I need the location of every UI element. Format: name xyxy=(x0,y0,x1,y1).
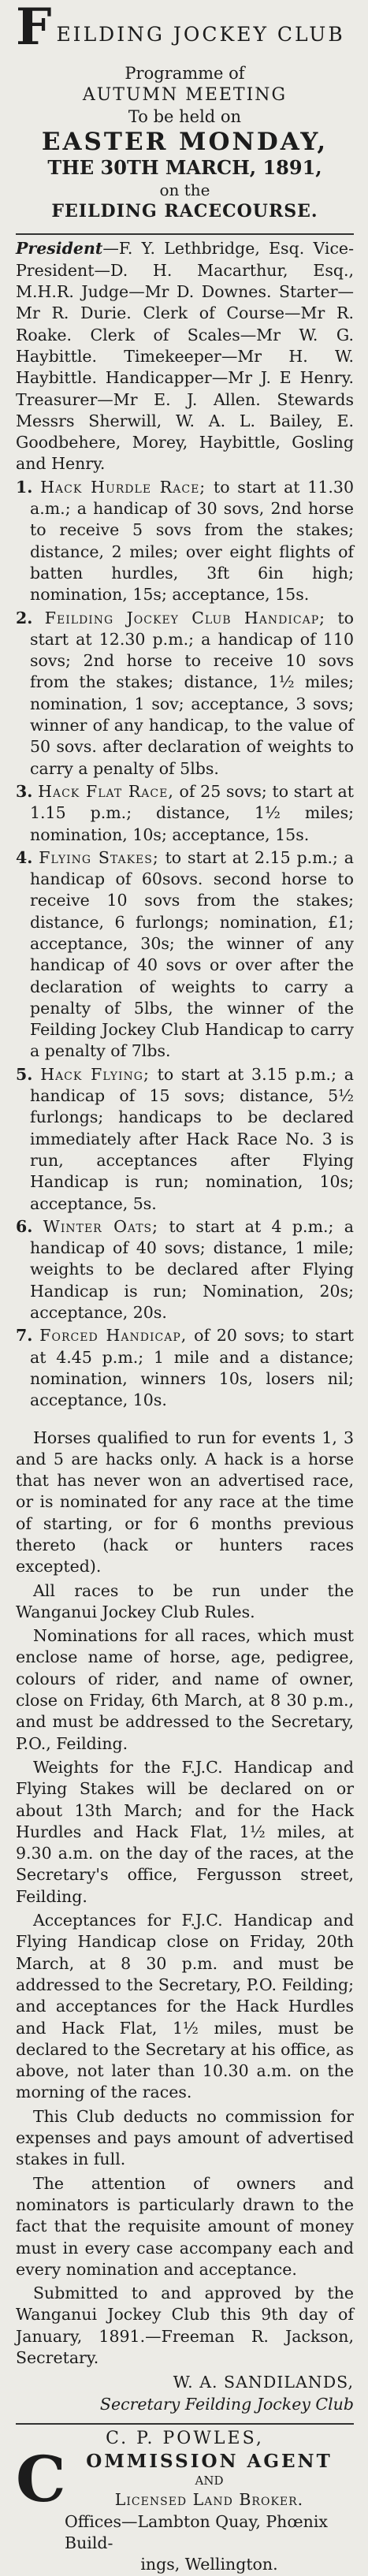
advert-line: Offices—Lambton Quay, Phœnix Build- xyxy=(65,2511,328,2553)
advert-line: AND xyxy=(195,2474,224,2489)
programme-line: Programme of xyxy=(125,64,245,83)
officials-paragraph xyxy=(16,238,354,475)
race-number: 1. xyxy=(16,477,33,497)
race-name: Hack Flying; xyxy=(40,1064,150,1084)
race-item xyxy=(16,781,354,846)
race-name: Flying Stakes; xyxy=(39,847,159,867)
officials-label: President xyxy=(16,239,103,259)
race-details: to start at 12.30 p.m.; a handicap of 110 sovs; 2nd horse to receive 10 sovs from the stakes; distance, 1½ miles; nomination, 1 sov; acceptance, 3 sovs; winner of any handicap, to the value of 50 sovs. after declaration of weights to carry a penalty of 5lbs. xyxy=(30,608,354,778)
officials-text: —F. Y. Lethbridge, Esq. Vice-President—D. H. Macarthur, Esq., M.H.R. Judge—Mr D. Downes. Starter—Mr R. Durie. Clerk of Course—Mr R. Roake. Clerk of Scales—Mr W. G. Haybittle. Timekeeper—Mr H. W. Haybittle. Handicapper—Mr J. E Henry. Treasurer—Mr E. J. Allen. Stewards Messrs Sherwill, W. A. L. Bailey, E. Goodbehere, Morey, Haybittle, Gosling and Henry. xyxy=(16,239,354,474)
race-name: Hack Flat Race, xyxy=(38,781,174,801)
held-on-line: To be held on xyxy=(128,106,242,126)
race-details: to start at 3.15 p.m.; a handicap of 15 sovs; distance, 5½ furlongs; handicaps to be declared immediately after Hack Race No. 3 is run, acceptances after Flying Handicap is run; nomination, 10s; acceptance, 5s. xyxy=(30,1064,354,1213)
race-name: Hack Hurdle Race; xyxy=(40,477,206,497)
venue: FEILDING RACECOURSE. xyxy=(51,201,318,222)
race-number: 7. xyxy=(16,1326,33,1346)
condition-paragraph: Acceptances for F.J.C. Handicap and Flying Handicap close on Friday, 20th March, at 8 30 p.m. and must be addressed to the Secretary, P.O. Feilding; and acceptances for the Hack Hurdles and Hack Flat, 1½ miles, must be declared to the Secretary at his office, as above, not later than 10.30 a.m. on the morning of the races. xyxy=(16,1911,354,2102)
race-details: to start at 2.15 p.m.; a handicap of 60sovs. second horse to receive 10 sovs from the stakes; distance, 6 furlongs; nomination, £1; acceptance, 30s; the winner of any handicap of 40 sovs or over after the declaration of weights to carry a penalty of 5lbs, the winner of the Feilding Jockey Club Handicap to carry a penalty of 7lbs. xyxy=(30,847,354,1061)
condition-paragraph: Submitted to and approved by the Wanganui Jockey Club this 9th day of January, 1891.—Freeman R. Jackson, Secretary. xyxy=(16,2284,354,2367)
club-heading xyxy=(16,0,354,57)
race-details: of 25 sovs; to start at 1.15 p.m.; distance, 1½ miles; nomination, 10s; acceptance, 15s. xyxy=(30,781,354,844)
race-details: of 20 sovs; to start at 4.45 p.m.; 1 mile and a distance; nomination, winners 10s, losers nil; acceptance, 10s. xyxy=(30,1326,354,1410)
condition-paragraph: All races to be run under the Wanganui Jockey Club Rules. xyxy=(16,1580,354,1621)
on-the-line: on the xyxy=(159,180,210,199)
agent-name: C. P. POWLES, xyxy=(106,2428,264,2448)
agent-advert xyxy=(16,2442,354,2575)
condition-paragraph: This Club deducts no commission for expenses and pays amount of advertised stakes in full. xyxy=(16,2106,354,2169)
race-item xyxy=(16,847,354,1063)
race-item xyxy=(16,608,354,780)
drop-cap-f: F xyxy=(16,0,52,57)
race-item xyxy=(16,1064,354,1215)
drop-cap-c: C xyxy=(16,2442,66,2517)
meeting-date: THE 30TH MARCH, 1891, xyxy=(47,155,322,179)
race-number: 4. xyxy=(16,847,33,867)
race-item xyxy=(16,477,354,606)
race-number: 3. xyxy=(16,781,33,801)
conditions xyxy=(16,1428,354,2369)
race-details: to start at 4 p.m.; a handicap of 40 sovs; distance, 1 mile; weights to be declared after Flying Handicap is run; Nomination, 20s; acceptance, 20s. xyxy=(30,1216,354,1323)
condition-paragraph: Horses qualified to run for events 1, 3 and 5 are hacks only. A hack is a horse that has never won an advertised race, or is nominated for any race at the time of starting, or for 6 months previous thereto (hack or hunters races excepted). xyxy=(16,1428,354,1576)
meeting-day: EASTER MONDAY, xyxy=(41,127,329,156)
race-item xyxy=(16,1325,354,1411)
signature-name: W. A. SANDILANDS, xyxy=(173,2373,354,2392)
race-number: 5. xyxy=(16,1064,33,1084)
condition-paragraph: Nominations for all races, which must enclose name of horse, age, pedigree, colours of rider, and name of owner, close on Friday, 6th March, at 8 30 p.m., and must be addressed to the Secretary, P.O., Feilding. xyxy=(16,1626,354,1753)
race-item xyxy=(16,1216,354,1323)
divider xyxy=(16,233,354,235)
race-name: Feilding Jockey Club Handicap; xyxy=(44,608,326,627)
condition-paragraph: The attention of owners and nominators is particularly drawn to the fact that the requisite amount of money must in every case accompany each and every nomination and acceptance. xyxy=(16,2173,354,2279)
club-name: EILDING JOCKEY CLUB xyxy=(56,22,345,46)
divider xyxy=(16,2423,354,2425)
race-name: Forced Handicap, xyxy=(39,1326,188,1346)
signature-title: Secretary Feilding Jockey Club xyxy=(99,2394,354,2414)
advert-line: Licensed Land Broker. xyxy=(114,2490,304,2510)
race-number: 2. xyxy=(16,608,33,627)
meeting-name: AUTUMN MEETING xyxy=(82,85,288,106)
race-number: 6. xyxy=(16,1216,33,1236)
race-list xyxy=(16,477,354,1412)
condition-paragraph: Weights for the F.J.C. Handicap and Flying Stakes will be declared on or about 13th March; and for the Hack Hurdles and Hack Flat, 1½ miles, at 9.30 a.m. on the day of the races, at the Secretary's office, Fergusson street, Feilding. xyxy=(16,1757,354,1906)
race-details: to start at 11.30 a.m.; a handicap of 30 sovs, 2nd horse to receive 5 sovs from the stakes; distance, 2 miles; over eight flights of batten hurdles, 3ft 6in high; nomination, 15s; acceptance, 15s. xyxy=(30,477,354,605)
advert-line: ings, Wellington. xyxy=(140,2555,278,2574)
race-name: Winter Oats; xyxy=(43,1216,159,1236)
advert-line: OMMISSION AGENT xyxy=(86,2451,333,2473)
